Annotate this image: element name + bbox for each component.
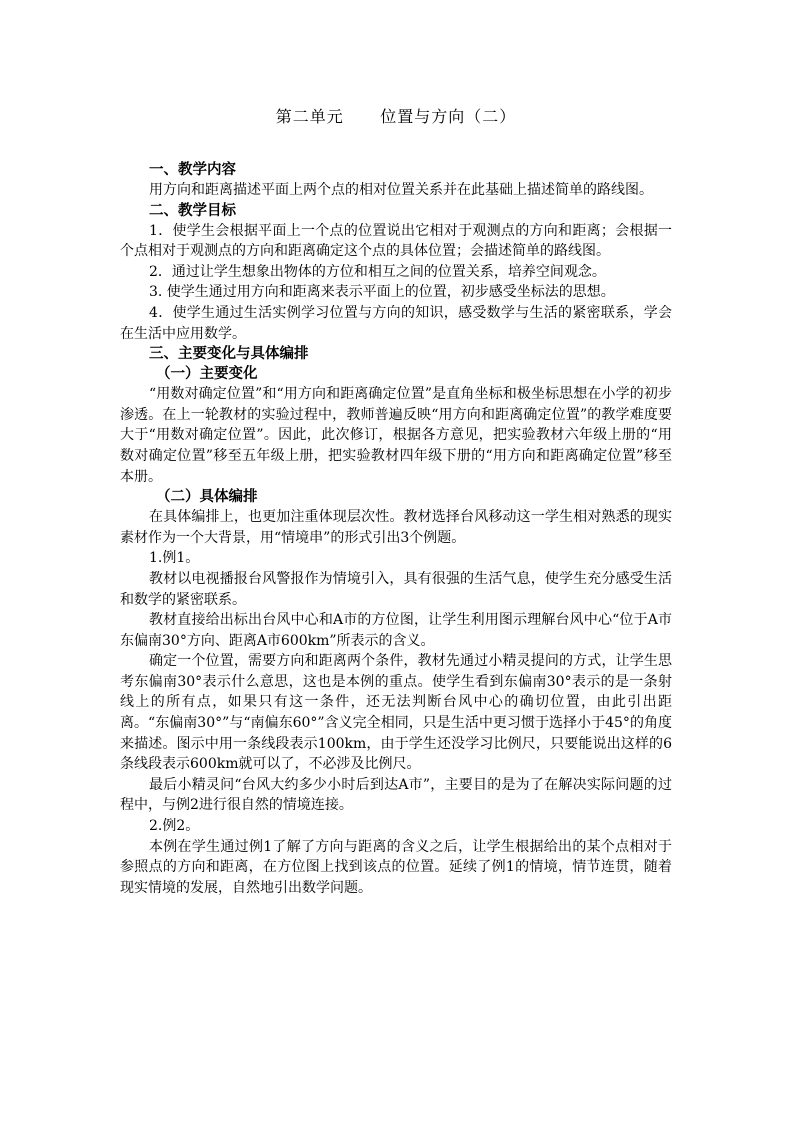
paragraph: 确定一个位置，需要方向和距离两个条件，教材先通过小精灵提问的方式，让学生思考东偏南30°表示什么意思，这也是本例的重点。使学生看到东偏南30°表示的是一条射线上的所有点，如果只有这一条件，还无法判断台风中心的确切位置，由此引出距离。“东偏南30°”与“南偏东60°”含义完全相同，只是生活中更习惯于选择小于45°的角度来描述。图示中用一条线段表示100km，由于学生还没学习比例尺，只要能说出这样的6条线段表示600km就可以了，不必涉及比例尺。	[120, 653, 672, 773]
paragraph: 2．通过让学生想象出物体的方位和相互之间的位置关系，培养空间观念。	[149, 263, 606, 280]
paragraph: 3. 使学生通过用方向和距离来表示平面上的位置，初步感受坐标法的思想。	[149, 284, 615, 301]
section-heading: 三、主要变化与具体编排	[149, 346, 309, 363]
subsection-heading: （一）主要变化	[156, 366, 258, 383]
paragraph: 教材直接给出标出台风中心和A市的方位图，让学生利用图示理解台风中心“位于A市东偏南30°方向、距离A市600km”所表示的含义。	[120, 612, 672, 649]
document-body	[120, 160, 672, 898]
paragraph: 1.例1。	[149, 550, 200, 567]
subsection-heading: （二）具体编排	[156, 489, 258, 506]
paragraph: 用方向和距离描述平面上两个点的相对位置关系并在此基础上描述简单的路线图。	[149, 182, 653, 198]
paragraph: 4．使学生通过生活实例学习位置与方向的知识，感受数学与生活的紧密联系，学会在生活中应用数学。	[120, 304, 672, 342]
paragraph: “用数对确定位置”和“用方向和距离确定位置”是直角坐标和极坐标思想在小学的初步渗透。在上一轮教材的实验过程中，教师普遍反映“用方向和距离确定位置”的教学难度要大于“用数对确定位置”。因此，此次修订，根据各方意见，把实验教材六年级上册的“用数对确定位置”移至五年级上册，把实验教材四年级下册的“用方向和距离确定位置”移至本册。	[120, 386, 672, 485]
paragraph: 本例在学生通过例1了解了方向与距离的含义之后，让学生根据给出的某个点相对于参照点的方向和距离，在方位图上找到该点的位置。延续了例1的情境，情节连贯，随着现实情境的发展，自然地引出数学问题。	[120, 838, 672, 896]
document-page	[120, 106, 672, 898]
paragraph: 在具体编排上，也更加注重体现层次性。教材选择台风移动这一学生相对熟悉的现实素材作为一个大背景，用“情境串”的形式引出3个例题。	[120, 509, 672, 546]
paragraph: 2.例2。	[149, 818, 200, 835]
page-title: 第二单元 位置与方向（二）	[275, 107, 517, 126]
paragraph: 最后小精灵问“台风大约多少小时后到达A市”，主要目的是为了在解决实际问题的过程中，与例2进行很自然的情境连接。	[120, 776, 672, 814]
section-heading: 二、教学目标	[149, 202, 236, 219]
section-heading: 一、教学内容	[149, 162, 236, 178]
paragraph: 教材以电视播报台风警报作为情境引入，具有很强的生活气息，使学生充分感受生活和数学的紧密联系。	[120, 570, 672, 608]
paragraph: 1．使学生会根据平面上一个点的位置说出它相对于观测点的方向和距离；会根据一个点相对于观测点的方向和距离确定这个点的具体位置；会描述简单的路线图。	[120, 222, 672, 260]
